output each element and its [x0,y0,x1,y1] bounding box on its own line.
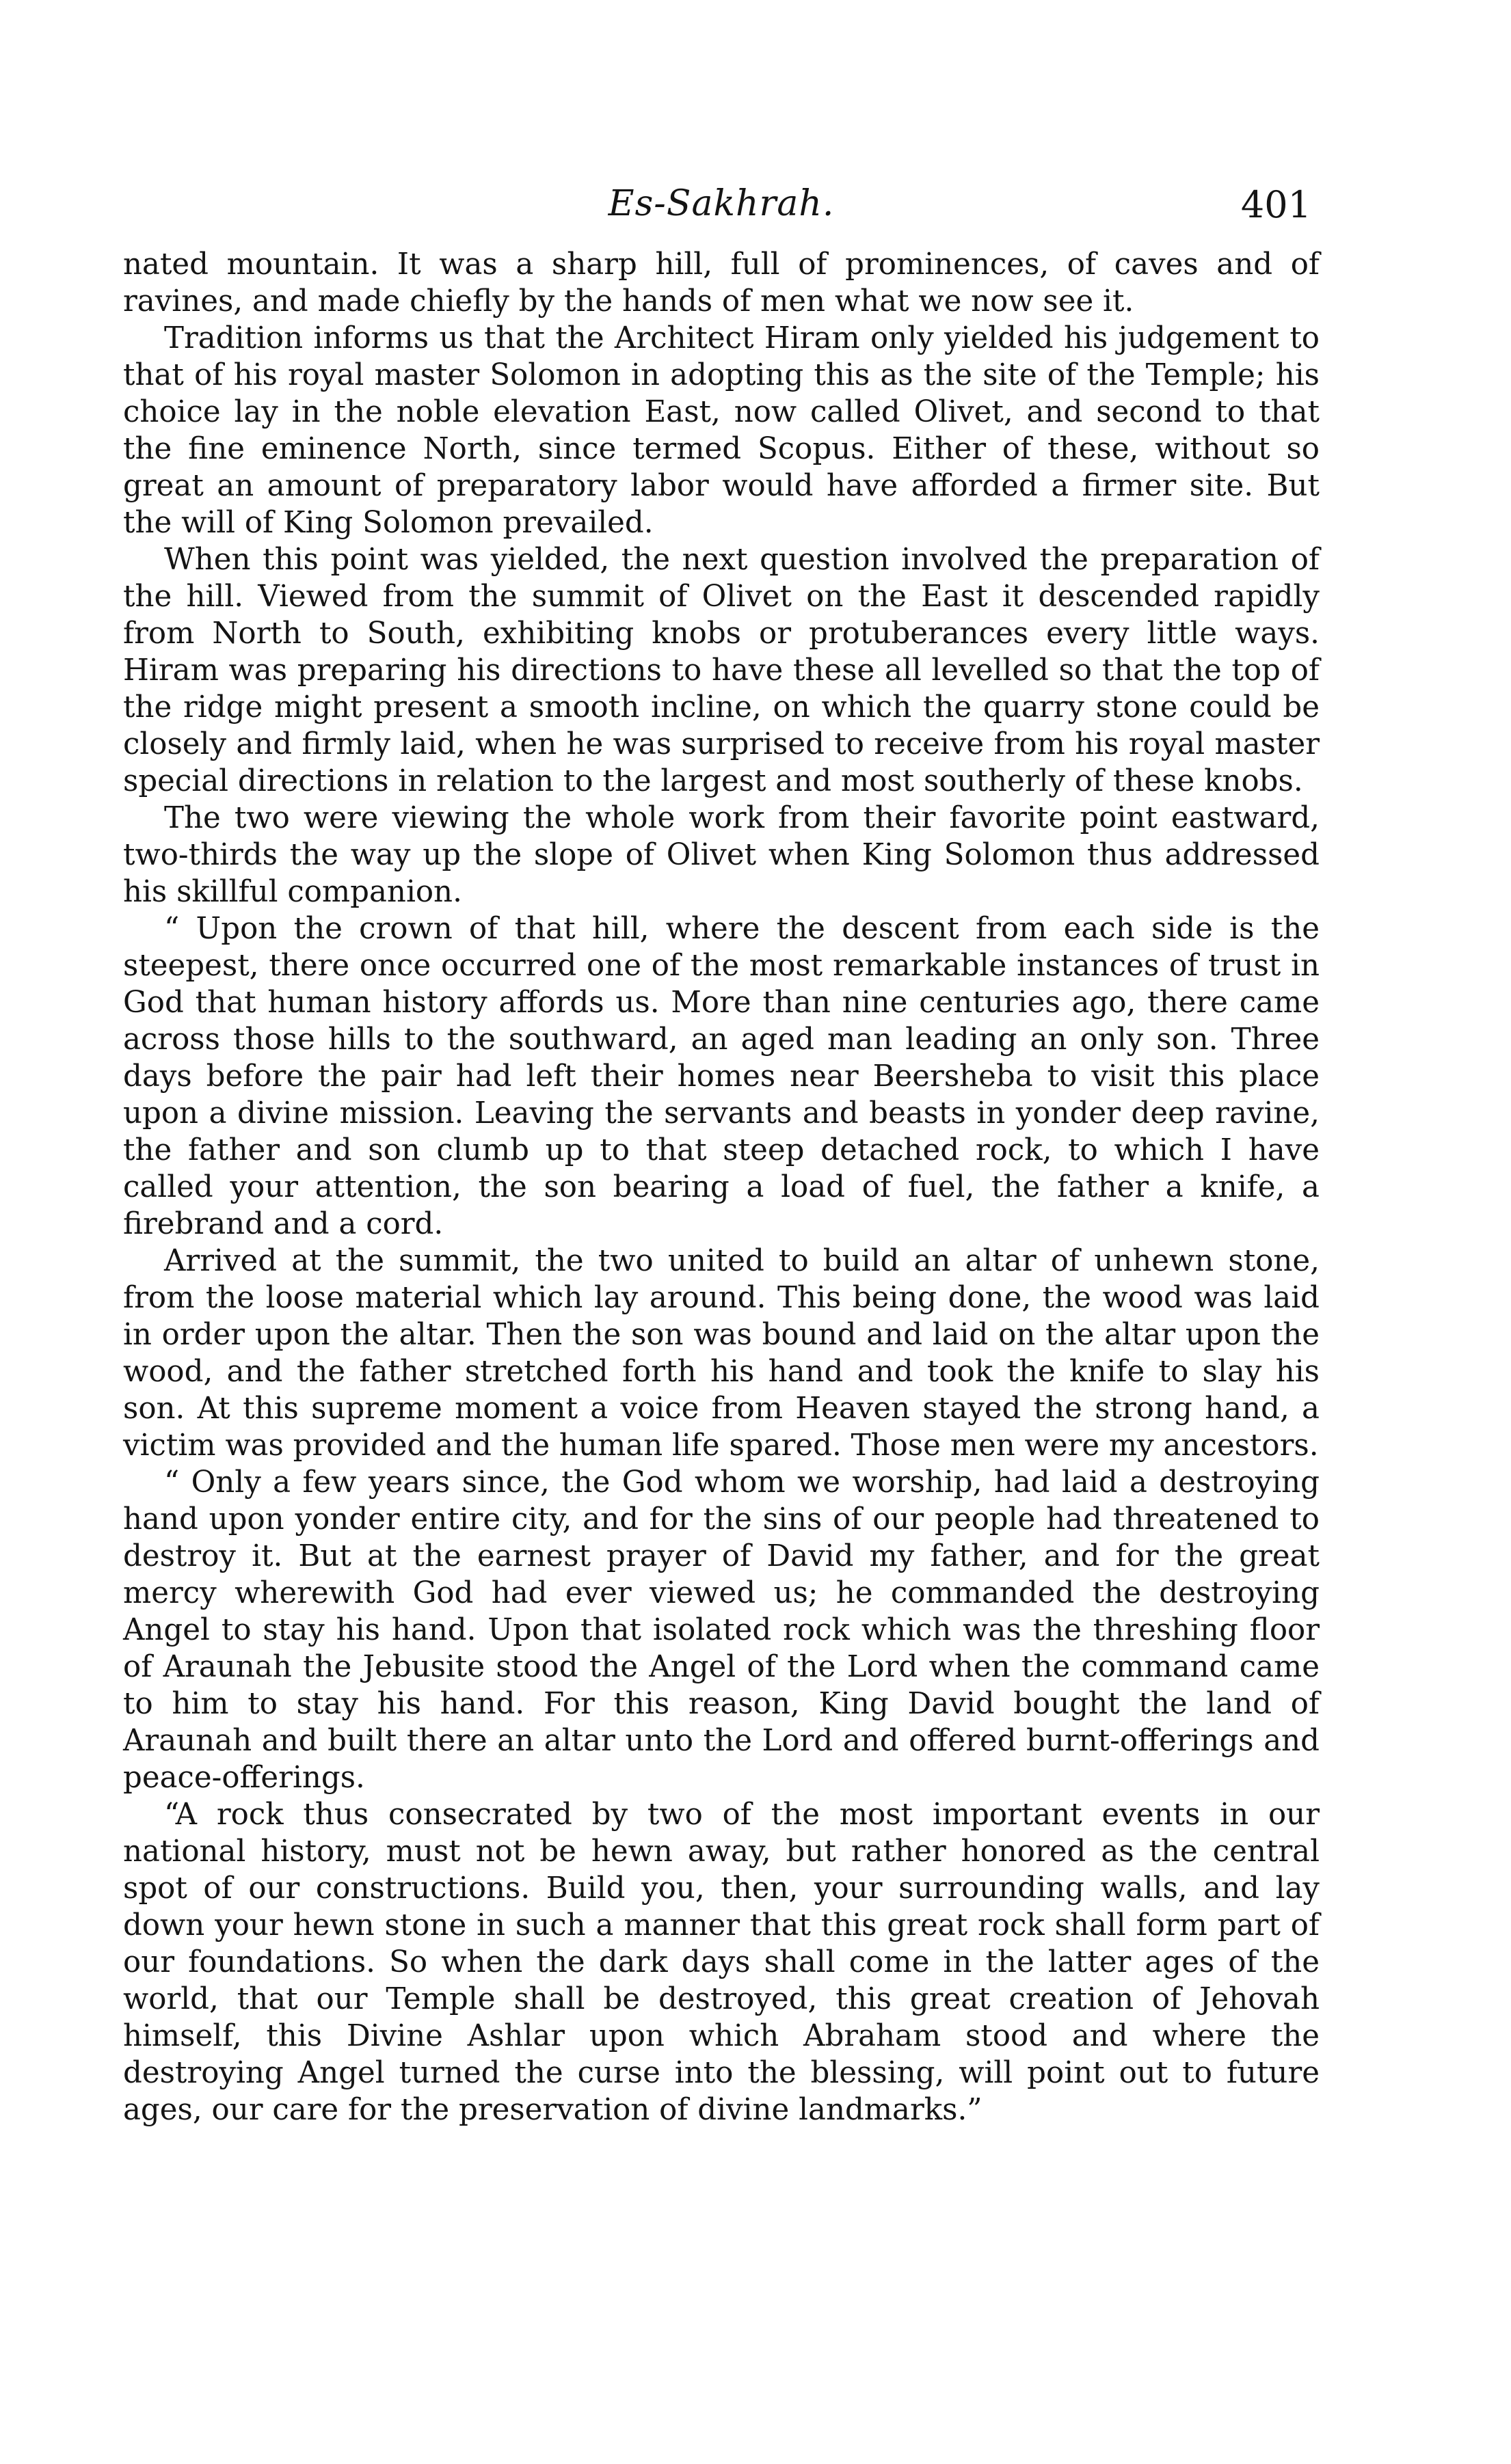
body-text [123,246,1320,2128]
paragraph-8: “A rock thus consecrated by two of the most important events in our national history, must not be hewn away, but rather honored as the central spot of our constructions. Build you, then, your surrounding walls, and lay down your hewn stone in such a manner that this great rock shall form part of our foundations. So when the dark days shall come in the latter ages of the world, that our Temple shall be destroyed, this great creation of Jehovah himself, this Divine Ashlar upon which Abraham stood and where the destroying Angel turned the curse into the blessing, will point out to future ages, our care for the preservation of divine landmarks.” [123,1798,1320,2127]
paragraph-1: nated mountain. It was a sharp hill, full of prominences, of caves and of ravines, and made chiefly by the hands of men what we now see it. [123,247,1320,319]
paragraph-3: When this point was yielded, the next question involved the preparation of the hill. Viewed from the summit of Olivet on the East it descended rapidly from North to South, exhibiting knobs or protuberances every little ways. Hiram was preparing his directions to have these all levelled so that the top of the ridge might present a smooth incline, on which the quarry stone could be closely and firmly laid, when he was surprised to receive from his royal master special directions in relation to the largest and most southerly of these knobs. [123,543,1320,798]
book-page [123,171,1320,2128]
running-title: Es-Sakhrah. [608,183,835,224]
running-head [123,171,1320,246]
paragraph-5: “ Upon the crown of that hill, where the descent from each side is the steepest, there once occurred one of the most remarkable instances of trust in God that human history affords us. More than nine centuries ago, there came across those hills to the southward, an aged man leading an only son. Three days before the pair had left their homes near Beersheba to visit this place upon a divine mission. Leaving the servants and beasts in yonder deep ravine, the father and son clumb up to that steep detached rock, to which I have called your attention, the son bearing a load of fuel, the father a knife, a firebrand and a cord. [123,912,1320,1241]
paragraph-6: Arrived at the summit, the two united to build an altar of unhewn stone, from the loose material which lay around. This being done, the wood was laid in order upon the altar. Then the son was bound and laid on the altar upon the wood, and the father stretched forth his hand and took the knife to slay his son. At this supreme moment a voice from Heaven stayed the strong hand, a victim was provided and the human life spared. Those men were my ancestors. [123,1244,1320,1463]
paragraph-2: Tradition informs us that the Architect Hiram only yielded his judgement to that of his royal master Solomon in adopting this as the site of the Temple; his choice lay in the noble elevation East, now called Olivet, and second to that the fine eminence North, since termed Scopus. Either of these, without so great an amount of preparatory labor would have afforded a firmer site. But the will of King Solomon prevailed. [123,321,1320,540]
paragraph-4: The two were viewing the whole work from their favorite point eastward, two-thirds the way up the slope of Olivet when King Solomon thus addressed his skillful companion. [123,801,1320,909]
page-number: 401 [1240,183,1311,226]
paragraph-7: “ Only a few years since, the God whom we worship, had laid a destroying hand upon yonder entire city, and for the sins of our people had threatened to destroy it. But at the earnest prayer of David my father, and for the great mercy wherewith God had ever viewed us; he commanded the destroying Angel to stay his hand. Upon that isolated rock which was the threshing floor of Araunah the Jebusite stood the Angel of the Lord when the command came to him to stay his hand. For this reason, King David bought the land of Araunah and built there an altar unto the Lord and offered burnt-offerings and peace-offerings. [123,1465,1320,1795]
